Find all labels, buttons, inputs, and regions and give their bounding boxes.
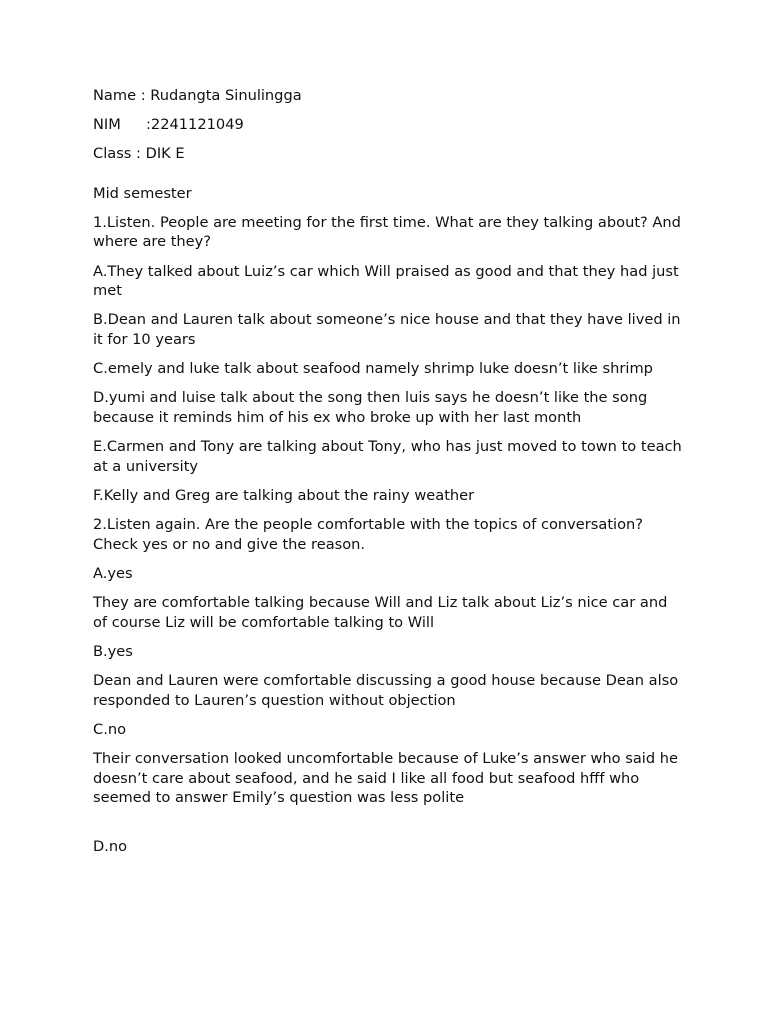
question-2-choice-d: D.no bbox=[93, 837, 128, 855]
name-line: Name : Rudangta Sinulingga bbox=[93, 87, 302, 104]
question-2-reason-c: Their conversation looked uncomfortable because of Luke’s answer who said he doesn’t care about seafood, and he said I like all food but seafood hfff who seemed to answer Emily’s question was less polite bbox=[93, 749, 678, 807]
document-title: Mid semester bbox=[93, 184, 192, 202]
question-1-answer-d: D.yumi and luise talk about the song then luis says he doesn’t like the song because it reminds him of his ex who broke up with her last month bbox=[93, 389, 648, 426]
nim-line bbox=[93, 115, 683, 135]
nim-label: NIM bbox=[93, 116, 121, 134]
question-2-prompt: 2.Listen again. Are the people comfortable with the topics of conversation? Check yes or no and give the reason. bbox=[93, 516, 644, 553]
question-1-answer-c: C.emely and luke talk about seafood namely shrimp luke doesn’t like shrimp bbox=[93, 360, 653, 378]
class-line: Class : DIK E bbox=[93, 145, 185, 163]
question-2-choice-a: A.yes bbox=[93, 564, 133, 582]
question-1-answer-e: E.Carmen and Tony are talking about Tony, who has just moved to town to teach at a university bbox=[93, 438, 682, 475]
question-1-answer-b: B.Dean and Lauren talk about someone’s nice house and that they have lived in it for 10 years bbox=[93, 311, 681, 348]
question-2-choice-c: C.no bbox=[93, 720, 127, 738]
question-2-reason-a: They are comfortable talking because Will and Liz talk about Liz’s nice car and of course Liz will be comfortable talking to Will bbox=[93, 594, 668, 631]
nim-value: :2241121049 bbox=[146, 116, 244, 134]
question-1-answer-a: A.They talked about Luiz’s car which Will praised as good and that they had just met bbox=[93, 262, 679, 300]
question-2-reason-b: Dean and Lauren were comfortable discussing a good house because Dean also responded to Lauren’s question without objection bbox=[93, 671, 679, 709]
question-1-prompt: 1.Listen. People are meeting for the first time. What are they talking about? And where are they? bbox=[93, 213, 681, 251]
document-content bbox=[93, 86, 683, 866]
question-1-answer-f: F.Kelly and Greg are talking about the rainy weather bbox=[93, 486, 475, 504]
question-2-choice-b: B.yes bbox=[93, 642, 133, 660]
